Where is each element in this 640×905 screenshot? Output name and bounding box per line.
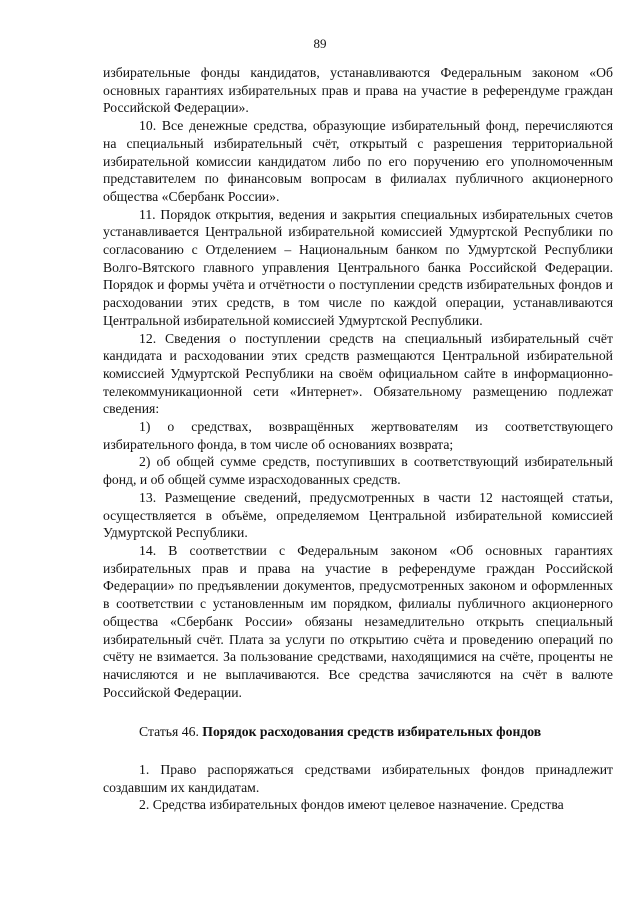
paragraph: 1) о средствах, возвращённых жертвователям из соответствующего избирательного фонда, в том числе об основаниях возврата;	[103, 419, 613, 452]
paragraph: избирательные фонды кандидатов, устанавливаются Федеральным законом «Об основных гарантиях избирательных прав и права на участие в референдуме граждан Российской Федерации».	[103, 65, 613, 116]
paragraph: 2. Средства избирательных фондов имеют целевое назначение. Средства	[139, 797, 564, 813]
paragraph: 14. В соответствии с Федеральным законом «Об основных гарантиях избирательных прав и права на участие в референдуме граждан Российской Федерации» по предъявлении документов, предусмотренных законом и оформленных в соответствии с установленным им порядком, филиалы публичного акционерного общества «Сбербанк России» обязаны незамедлительно открыть специальный избирательный счёт. Плата за услуги по открытию счёта и проведению операций по счёту не взимается. За пользование средствами, находящимися на счёте, проценты не начисляются и не выплачиваются. Все средства зачисляются на счёт в валюте Российской Федерации.	[103, 542, 613, 700]
paragraph: 10. Все денежные средства, образующие избирательный фонд, перечисляются на специальный избирательный счёт, открытый с разрешения территориальной избирательной комиссии кандидатом либо по его поручению его уполномоченным представителем по финансовым вопросам в филиалах публичного акционерного общества «Сбербанк России».	[103, 118, 613, 204]
paragraph: 12. Сведения о поступлении средств на специальный избирательный счёт кандидата и расходовании этих средств размещаются Центральной избирательной комиссией Удмуртской Республики на своём официальном сайте в информационно-телекоммуникационной сети «Интернет». Обязательному размещению подлежат сведения:	[103, 330, 613, 417]
document-body	[103, 64, 613, 814]
article-label: Статья 46.	[139, 724, 199, 740]
paragraph: 11. Порядок открытия, ведения и закрытия специальных избирательных счетов устанавливается Центральной избирательной комиссией Удмуртской Республики по согласованию с Отделением – Национальным банком по Удмуртской Республики Волго-Вятского главного управления Центрального банка Российской Федерации. Порядок и формы учёта и отчётности о поступлении средств избирательных фондов и расходовании этих средств, в том числе по каждой операции, устанавливаются Центральной избирательной комиссией Удмуртской Республики.	[103, 206, 613, 328]
article-title: Порядок расходования средств избирательных фондов	[202, 724, 542, 740]
paragraph: 13. Размещение сведений, предусмотренных в части 12 настоящей статьи, осуществляется в объёме, определяемом Центральной избирательной комиссией Удмуртской Республики.	[103, 489, 613, 541]
paragraph: 1. Право распоряжаться средствами избирательных фондов принадлежит создавшим их кандидатам.	[103, 762, 613, 795]
paragraph: 2) об общей сумме средств, поступивших в соответствующий избирательный фонд, и об общей сумме израсходованных средств.	[103, 454, 613, 488]
page-number: 89	[313, 36, 327, 51]
article-heading	[103, 723, 613, 741]
